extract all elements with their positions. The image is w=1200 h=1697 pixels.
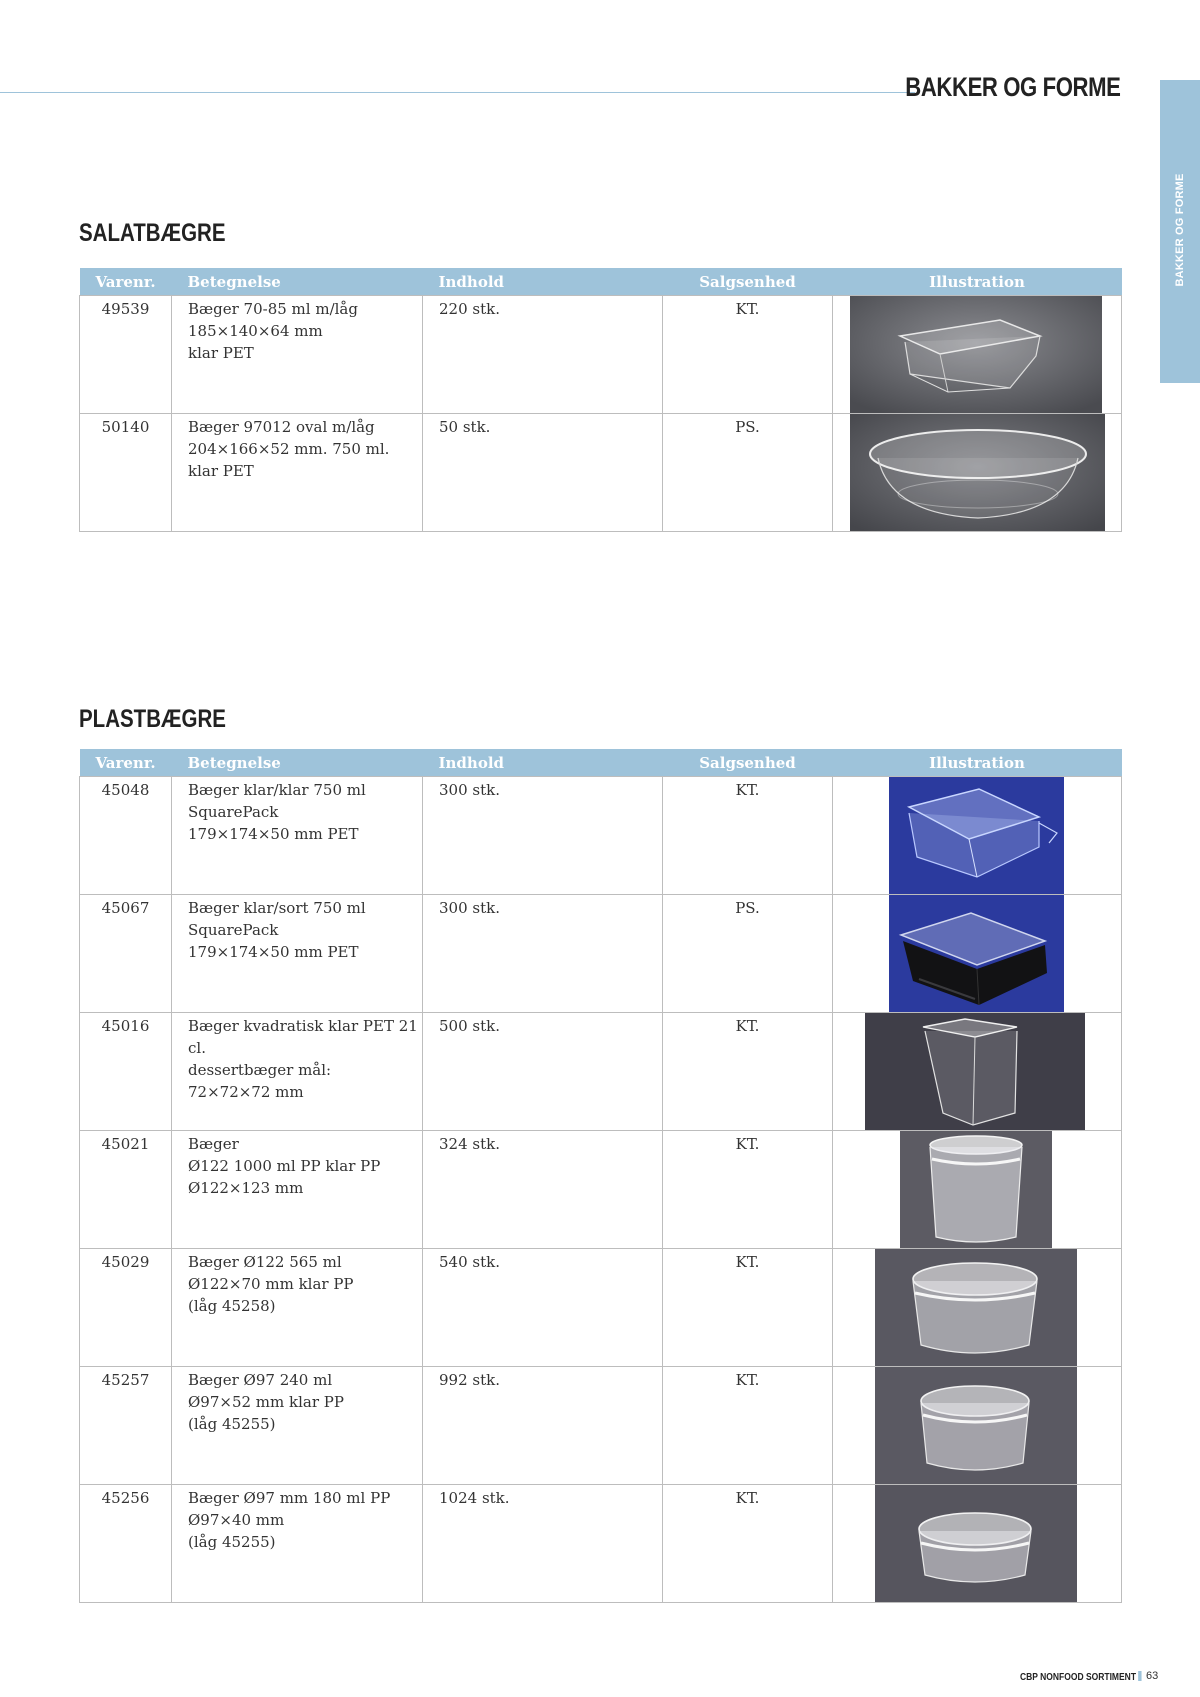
description-line: Bæger klar/sort 750 ml bbox=[188, 899, 366, 917]
table-row bbox=[80, 414, 1122, 532]
black-squarepack-photo bbox=[889, 895, 1064, 1013]
page-number: 63 bbox=[1146, 1670, 1159, 1682]
description-line: Bæger 70-85 ml m/låg bbox=[188, 300, 358, 318]
description-line: SquarePack bbox=[188, 921, 279, 939]
table-row bbox=[80, 777, 1122, 895]
side-tab-label: BAKKER OG FORME bbox=[1174, 173, 1186, 287]
item-unit: PS. bbox=[663, 895, 833, 1013]
description-line: Bæger Ø97 mm 180 ml PP bbox=[188, 1489, 391, 1507]
item-number: 45016 bbox=[80, 1013, 172, 1131]
item-quantity: 220 stk. bbox=[423, 296, 663, 414]
item-description bbox=[172, 1013, 423, 1131]
item-number: 45256 bbox=[80, 1485, 172, 1603]
section-title-plastbaegre: PLASTBÆGRE bbox=[79, 705, 226, 733]
table-row bbox=[80, 895, 1122, 1013]
item-description bbox=[172, 777, 423, 895]
item-description bbox=[172, 1131, 423, 1249]
item-quantity: 324 stk. bbox=[423, 1131, 663, 1249]
low-round-tub-photo bbox=[875, 1485, 1077, 1603]
item-unit: KT. bbox=[663, 1249, 833, 1367]
description-line: dessertbæger mål: bbox=[188, 1061, 332, 1079]
item-quantity: 300 stk. bbox=[423, 777, 663, 895]
item-description bbox=[172, 296, 423, 414]
item-number: 45029 bbox=[80, 1249, 172, 1367]
description-line: Ø122×123 mm bbox=[188, 1179, 304, 1197]
product-illustration bbox=[833, 895, 1122, 1013]
product-table-plastbaegre bbox=[79, 749, 1122, 1603]
col-header-varenr: Varenr. bbox=[80, 268, 172, 296]
description-line: klar PET bbox=[188, 462, 254, 480]
col-header-illustration: Illustration bbox=[833, 268, 1122, 296]
item-unit: KT. bbox=[663, 1485, 833, 1603]
item-number: 49539 bbox=[80, 296, 172, 414]
description-line: Bæger Ø97 240 ml bbox=[188, 1371, 333, 1389]
item-number: 45048 bbox=[80, 777, 172, 895]
table-header-row bbox=[80, 268, 1122, 296]
description-line: SquarePack bbox=[188, 803, 279, 821]
product-illustration bbox=[833, 1249, 1122, 1367]
item-unit: KT. bbox=[663, 296, 833, 414]
table-header-row bbox=[80, 749, 1122, 777]
footer-brand-text: CBP NONFOOD SORTIMENT bbox=[1020, 1672, 1137, 1683]
oval-clear-container-photo bbox=[850, 414, 1105, 532]
item-unit: KT. bbox=[663, 1367, 833, 1485]
item-number: 45257 bbox=[80, 1367, 172, 1485]
description-line: Bæger klar/klar 750 ml bbox=[188, 781, 366, 799]
description-line: Ø97×40 mm bbox=[188, 1511, 285, 1529]
description-line: Bæger Ø122 565 ml bbox=[188, 1253, 342, 1271]
item-description bbox=[172, 1249, 423, 1367]
product-illustration bbox=[833, 1013, 1122, 1131]
col-header-salgsenhed: Salgsenhed bbox=[663, 749, 833, 777]
item-quantity: 1024 stk. bbox=[423, 1485, 663, 1603]
description-line: klar PET bbox=[188, 344, 254, 362]
description-line: Bæger kvadratisk klar PET 21 cl. bbox=[188, 1017, 418, 1057]
item-description bbox=[172, 895, 423, 1013]
table-row bbox=[80, 1367, 1122, 1485]
tall-round-tub-photo bbox=[900, 1131, 1052, 1249]
item-unit: KT. bbox=[663, 1131, 833, 1249]
header-rule bbox=[0, 92, 915, 93]
description-line: Bæger 97012 oval m/låg bbox=[188, 418, 375, 436]
side-tab bbox=[1160, 80, 1200, 383]
product-illustration bbox=[833, 296, 1122, 414]
description-line: Ø122×70 mm klar PP bbox=[188, 1275, 354, 1293]
description-line: Ø97×52 mm klar PP bbox=[188, 1393, 344, 1411]
item-description bbox=[172, 1367, 423, 1485]
item-number: 45067 bbox=[80, 895, 172, 1013]
col-header-betegnelse: Betegnelse bbox=[172, 749, 423, 777]
item-number: 50140 bbox=[80, 414, 172, 532]
description-line: (låg 45258) bbox=[188, 1297, 276, 1315]
medium-round-tub-photo bbox=[875, 1249, 1077, 1367]
item-quantity: 300 stk. bbox=[423, 895, 663, 1013]
item-description bbox=[172, 1485, 423, 1603]
description-line: 185×140×64 mm bbox=[188, 322, 323, 340]
square-dessert-cup-photo bbox=[865, 1013, 1085, 1131]
table-row bbox=[80, 296, 1122, 414]
footer-brand bbox=[1020, 1671, 1142, 1683]
col-header-indhold: Indhold bbox=[423, 749, 663, 777]
item-unit: KT. bbox=[663, 777, 833, 895]
col-header-salgsenhed: Salgsenhed bbox=[663, 268, 833, 296]
product-illustration bbox=[833, 1367, 1122, 1485]
table-row bbox=[80, 1131, 1122, 1249]
col-header-illustration: Illustration bbox=[833, 749, 1122, 777]
product-illustration bbox=[833, 777, 1122, 895]
item-quantity: 500 stk. bbox=[423, 1013, 663, 1131]
product-illustration bbox=[833, 1485, 1122, 1603]
item-quantity: 540 stk. bbox=[423, 1249, 663, 1367]
chapter-title: BAKKER OG FORME bbox=[904, 72, 1120, 102]
table-row bbox=[80, 1013, 1122, 1131]
section-title-salatbaegre: SALATBÆGRE bbox=[79, 219, 226, 247]
description-line: 204×166×52 mm. 750 ml. bbox=[188, 440, 390, 458]
description-line: Ø122 1000 ml PP klar PP bbox=[188, 1157, 381, 1175]
description-line: (låg 45255) bbox=[188, 1533, 276, 1551]
col-header-betegnelse: Betegnelse bbox=[172, 268, 423, 296]
clear-squarepack-photo bbox=[889, 777, 1064, 895]
table-row bbox=[80, 1249, 1122, 1367]
col-header-varenr: Varenr. bbox=[80, 749, 172, 777]
product-table-salatbaegre bbox=[79, 268, 1122, 532]
item-quantity: 50 stk. bbox=[423, 414, 663, 532]
item-quantity: 992 stk. bbox=[423, 1367, 663, 1485]
description-line: 179×174×50 mm PET bbox=[188, 943, 359, 961]
item-unit: PS. bbox=[663, 414, 833, 532]
item-number: 45021 bbox=[80, 1131, 172, 1249]
rectangular-clear-container-photo bbox=[850, 296, 1102, 414]
col-header-indhold: Indhold bbox=[423, 268, 663, 296]
item-unit: KT. bbox=[663, 1013, 833, 1131]
footer-accent-bar bbox=[1139, 1671, 1142, 1681]
table-row bbox=[80, 1485, 1122, 1603]
item-description bbox=[172, 414, 423, 532]
small-round-tub-photo bbox=[875, 1367, 1077, 1485]
description-line: Bæger bbox=[188, 1135, 239, 1153]
product-illustration bbox=[833, 414, 1122, 532]
description-line: 72×72×72 mm bbox=[188, 1083, 304, 1101]
description-line: (låg 45255) bbox=[188, 1415, 276, 1433]
product-illustration bbox=[833, 1131, 1122, 1249]
description-line: 179×174×50 mm PET bbox=[188, 825, 359, 843]
